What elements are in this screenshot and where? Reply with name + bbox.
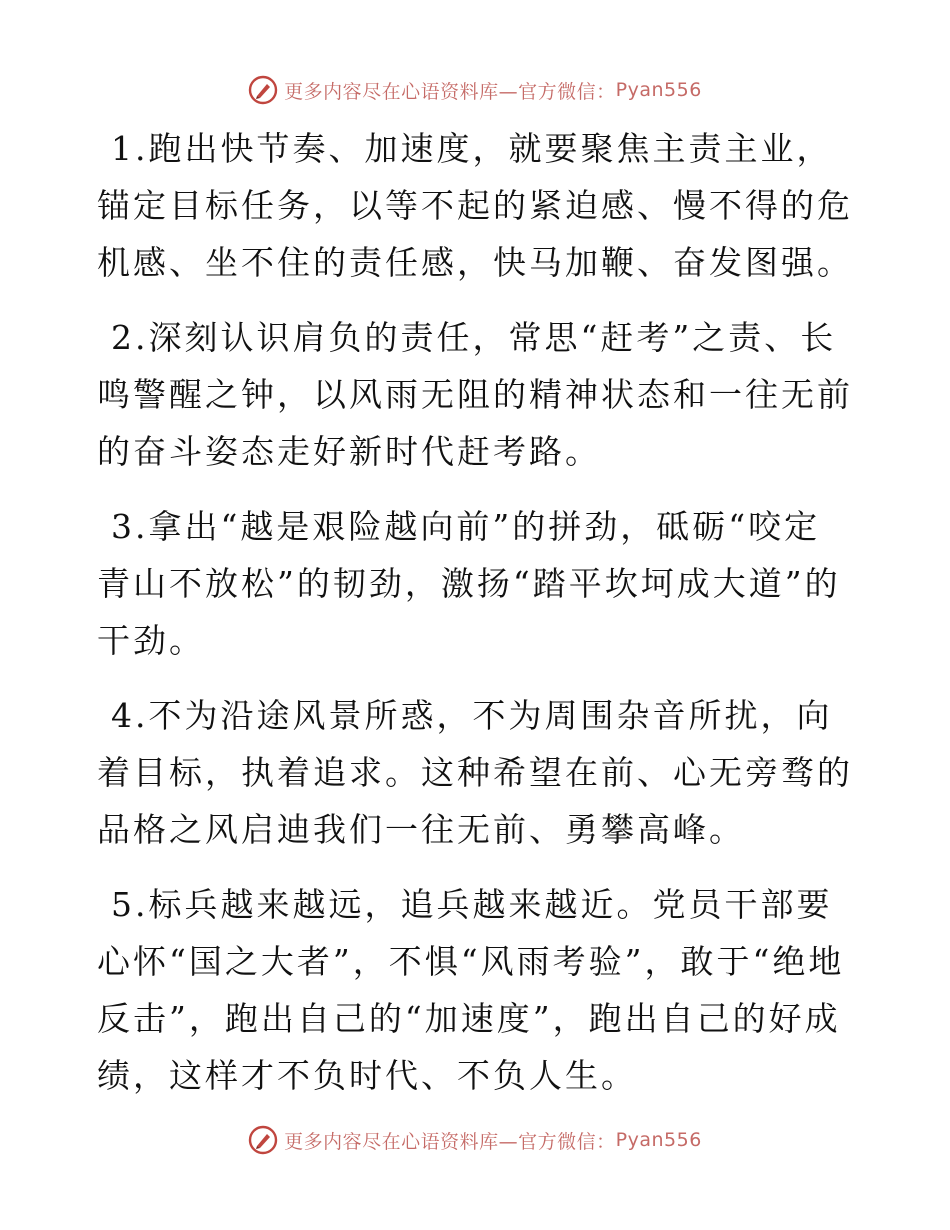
paragraph-text: 跑出快节奏、加速度，就要聚焦主责主业，锚定目标任务，以等不起的紧迫感、慢不得的危机感、坐不住的责任感，快马加鞭、奋发图强。: [97, 129, 853, 282]
paragraph-text: 不为沿途风景所惑，不为周围杂音所扰，向着目标，执着追求。这种希望在前、心无旁骛的品格之风启迪我们一往无前、勇攀高峰。: [97, 696, 853, 849]
paragraph-number: 3.: [111, 507, 149, 546]
watermark-text: 更多内容尽在心语资料库—官方微信：: [284, 80, 616, 103]
pen-logo-icon: [248, 1125, 278, 1155]
document-body: [97, 120, 855, 1122]
paragraph-number: 2.: [111, 318, 149, 357]
footer-watermark: [0, 1118, 950, 1162]
watermark-handle: Pyan556: [615, 1129, 702, 1151]
paragraph-number: 4.: [111, 696, 149, 735]
paragraph-number: 5.: [111, 885, 149, 924]
paragraph-1: [97, 120, 855, 291]
paragraph-4: [97, 687, 855, 858]
pen-logo-icon: [248, 75, 278, 105]
watermark-handle: Pyan556: [615, 79, 702, 101]
paragraph-text: 标兵越来越远，追兵越来越近。党员干部要心怀“国之大者”，不惧“风雨考验”，敢于“绝地反击”，跑出自己的“加速度”，跑出自己的好成绩，这样才不负时代、不负人生。: [97, 885, 845, 1095]
paragraph-number: 1.: [111, 129, 149, 168]
paragraph-text: 深刻认识肩负的责任，常思“赶考”之责、长鸣警醒之钟，以风雨无阻的精神状态和一往无前的奋斗姿态走好新时代赶考路。: [97, 318, 853, 471]
watermark-text: 更多内容尽在心语资料库—官方微信：: [284, 1130, 616, 1153]
paragraph-2: [97, 309, 855, 480]
paragraph-3: [97, 498, 855, 669]
paragraph-5: [97, 876, 855, 1104]
paragraph-text: 拿出“越是艰险越向前”的拼劲，砥砺“咬定青山不放松”的韧劲，激扬“踏平坎坷成大道”的干劲。: [97, 507, 841, 660]
header-watermark: [0, 68, 950, 112]
